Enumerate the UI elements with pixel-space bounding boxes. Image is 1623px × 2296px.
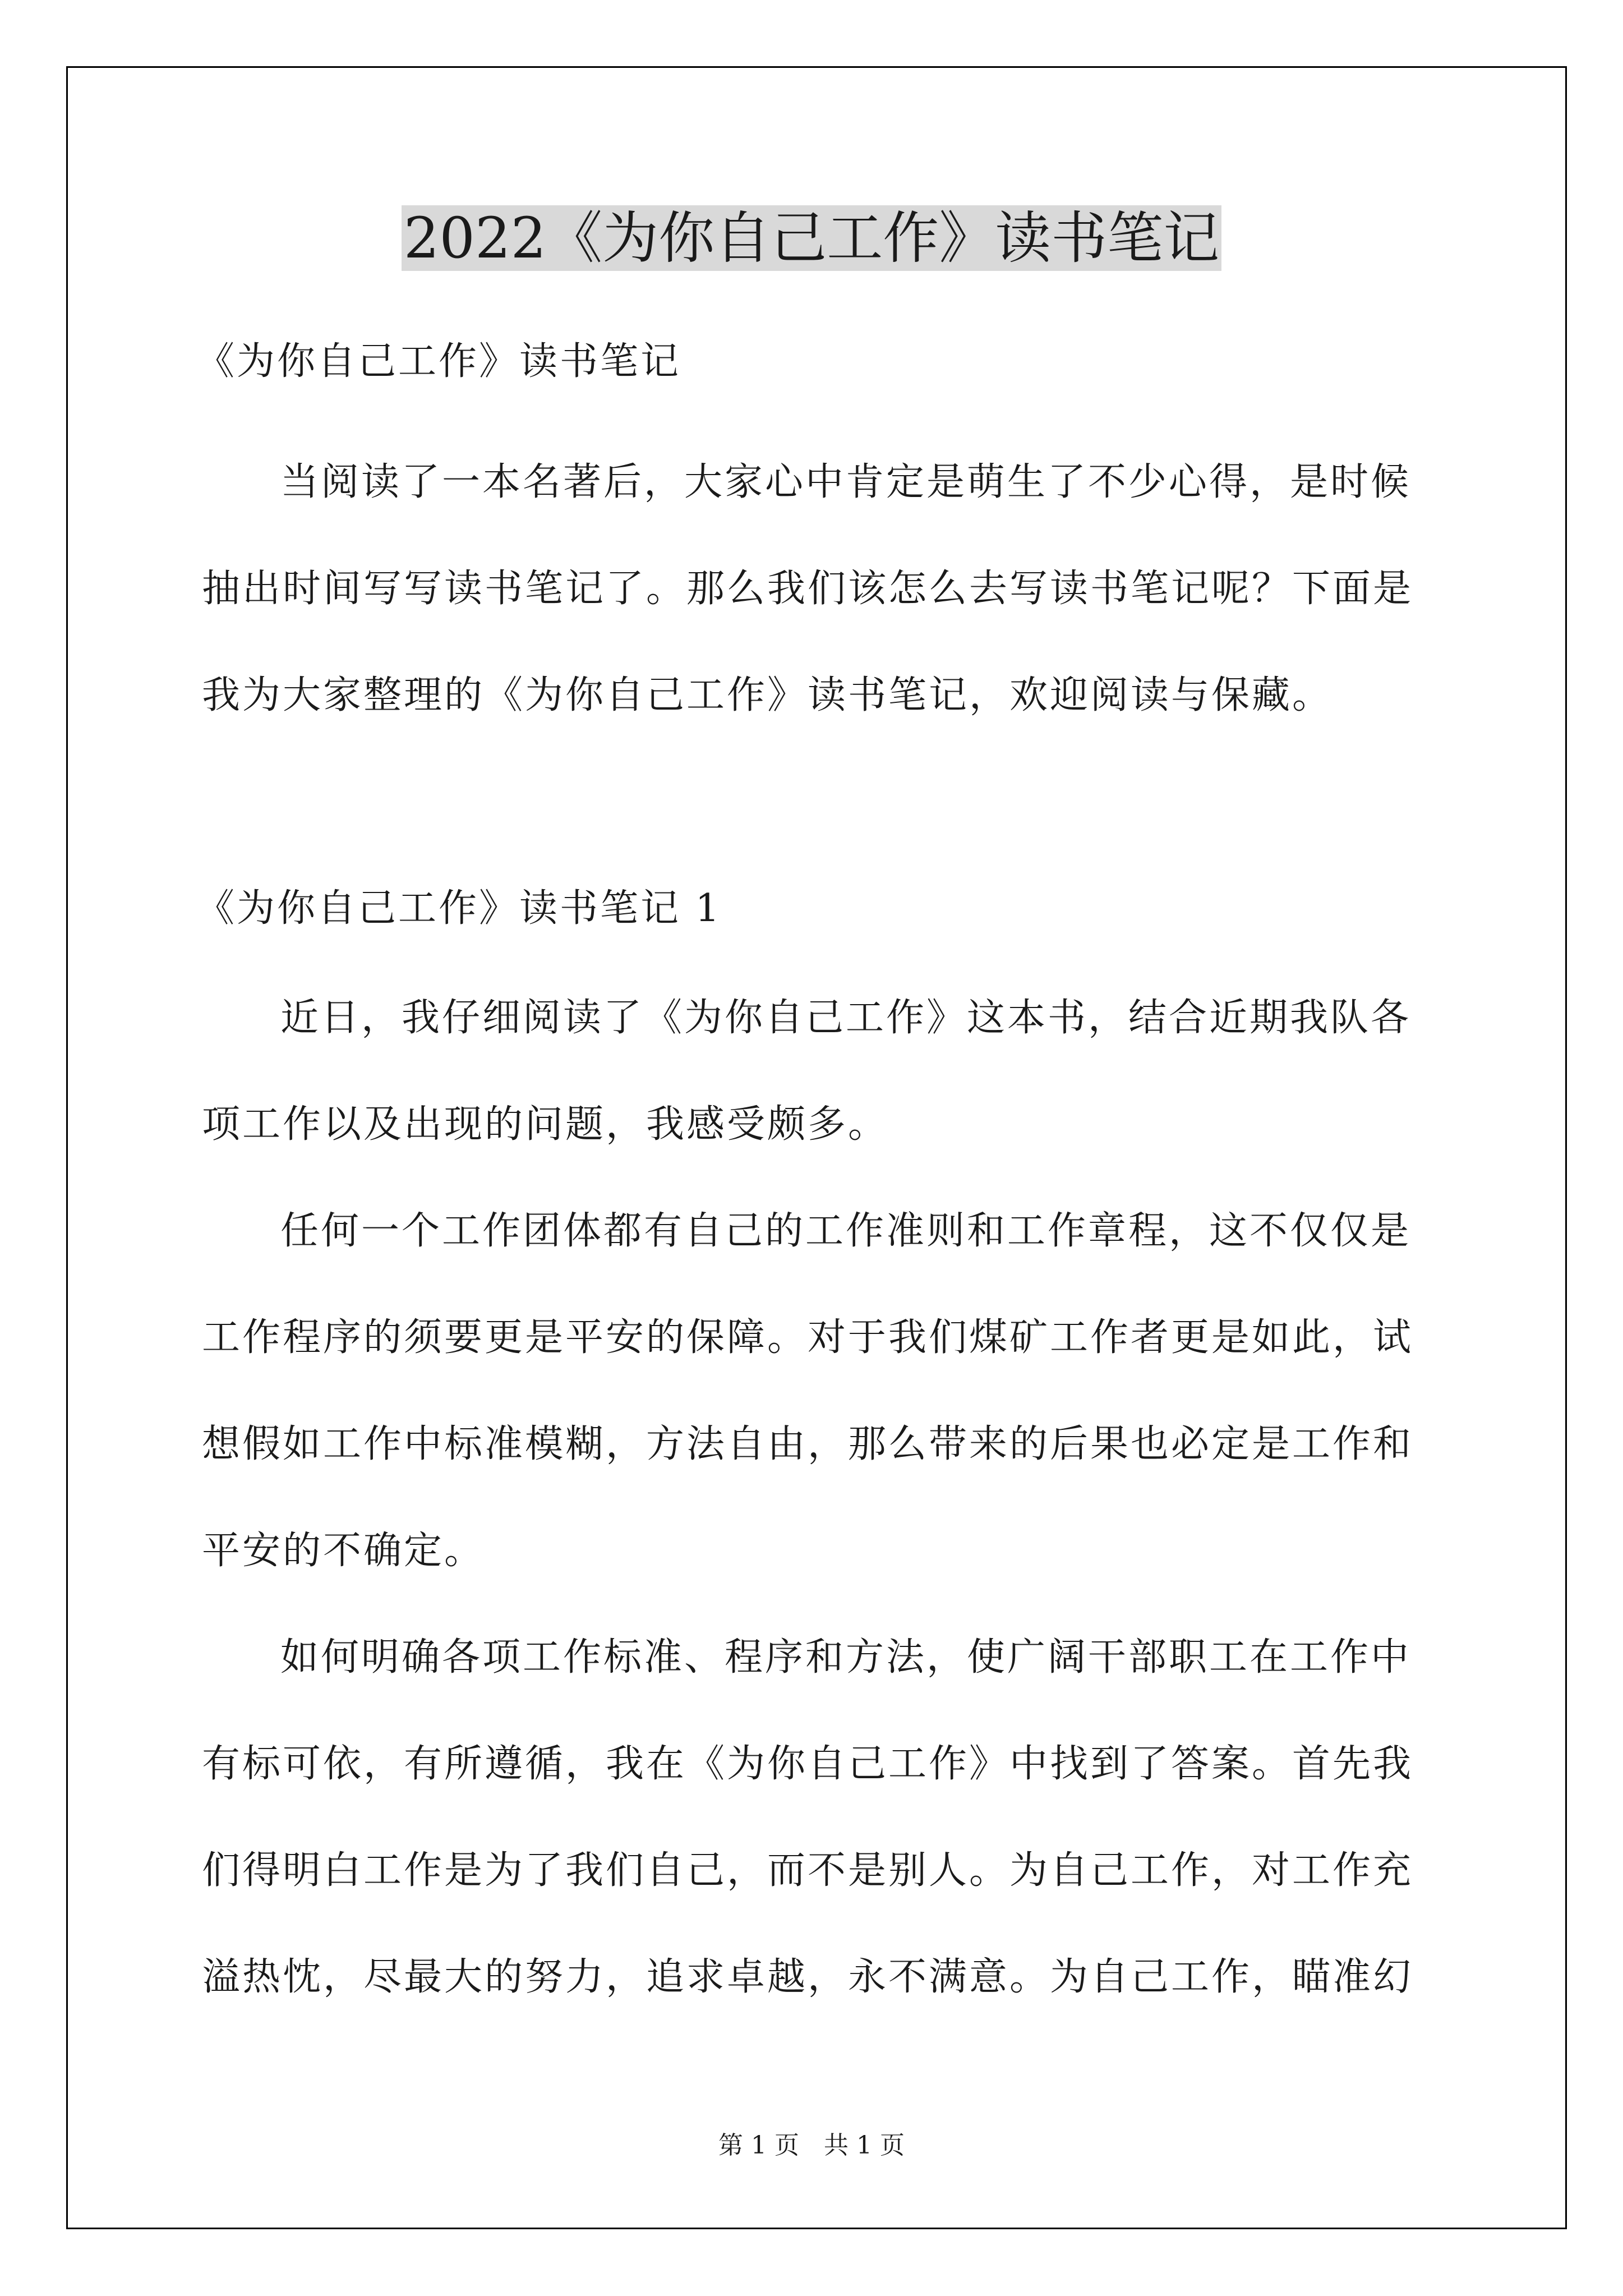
paragraph-line: 如何明确各项工作标准、程序和方法，使广阔干部职工在工作中: [280, 1635, 1412, 1680]
page-footer: 第 1 页 共 1 页: [718, 2131, 905, 2160]
paragraph-line: 想假如工作中标准模糊，方法自由，那么带来的后果也必定是工作和: [202, 1422, 1414, 1466]
paragraph-line: 溢热忱，尽最大的努力，追求卓越，永不满意。为自己工作，瞄准幻: [202, 1955, 1414, 1999]
paragraph-line: 平安的不确定。: [202, 1529, 485, 1573]
paragraph-line: 项工作以及出现的问题，我感受颇多。: [202, 1102, 889, 1147]
paragraph-line: 当阅读了一本名著后，大家心中肯定是萌生了不少心得，是时候: [280, 460, 1412, 504]
paragraph-line: 近日，我仔细阅读了《为你自己工作》这本书，结合近期我队各: [280, 996, 1412, 1040]
paragraph-line: 们得明白工作是为了我们自己，而不是别人。为自己工作，对工作充: [202, 1848, 1414, 1893]
document-title-text: 2022《为你自己工作》读书笔记: [402, 205, 1222, 271]
paragraph-line: 我为大家整理的《为你自己工作》读书笔记，欢迎阅读与保藏。: [202, 673, 1333, 717]
paragraph-line: 任何一个工作团体都有自己的工作准则和工作章程，这不仅仅是: [280, 1209, 1412, 1253]
paragraph-line: 有标可依，有所遵循，我在《为你自己工作》中找到了答案。首先我: [202, 1742, 1414, 1786]
section-heading: 《为你自己工作》读书笔记 1: [196, 886, 722, 931]
paragraph-line: 工作程序的须要更是平安的保障。对于我们煤矿工作者更是如此，试: [202, 1315, 1414, 1360]
section-heading: 《为你自己工作》读书笔记: [196, 339, 681, 384]
paragraph-line: 抽出时间写写读书笔记了。那么我们该怎么去写读书笔记呢？下面是: [202, 567, 1414, 611]
document-title: [0, 196, 1623, 280]
